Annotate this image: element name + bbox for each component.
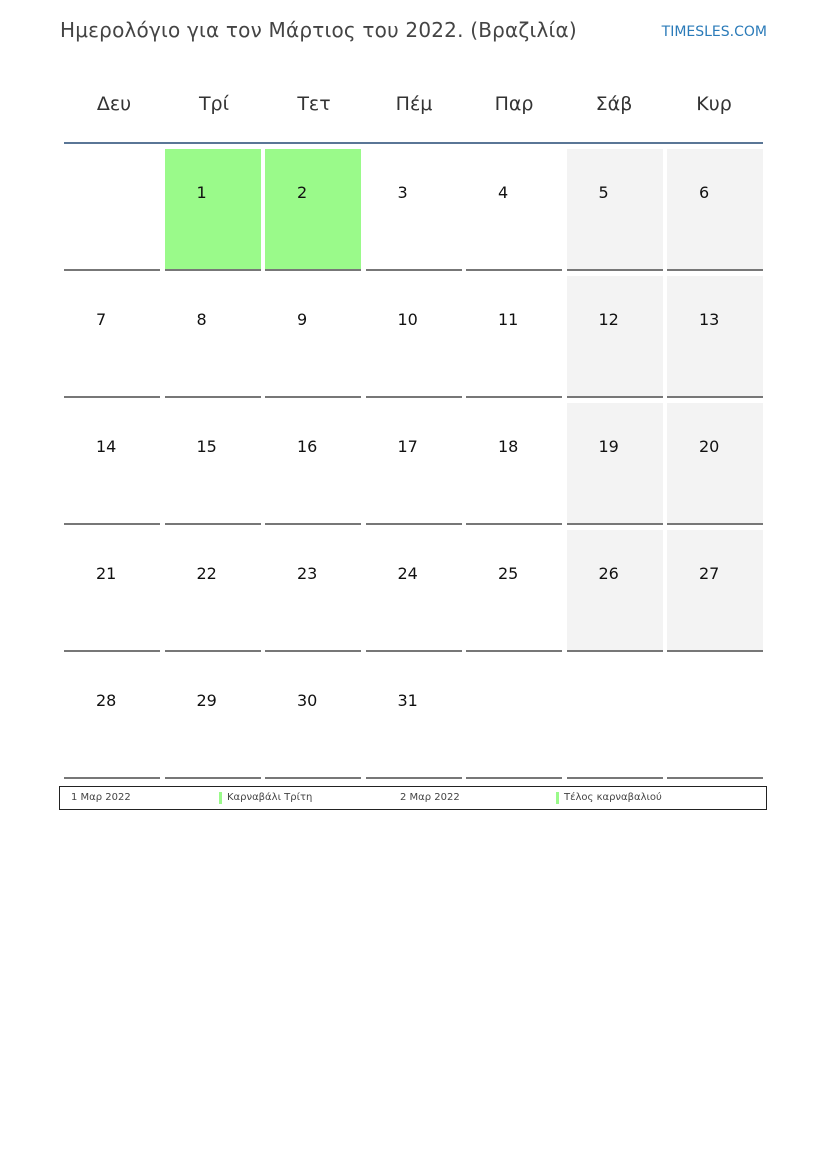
day-number: 24 — [397, 564, 418, 583]
calendar-day-cell — [567, 149, 663, 271]
legend-color-marker — [219, 792, 222, 804]
day-number: 13 — [699, 310, 720, 329]
calendar-day-cell — [165, 657, 261, 779]
legend-holiday-name: Καρναβάλι Τρίτη — [227, 792, 313, 803]
weekday-label: Τετ — [297, 93, 331, 115]
calendar-day-cell — [667, 276, 763, 398]
calendar-day-cell — [64, 276, 160, 398]
day-number: 8 — [196, 310, 207, 329]
weekday-label: Παρ — [494, 93, 534, 115]
legend-color-marker — [556, 792, 559, 804]
weekday-label: Κυρ — [696, 93, 732, 115]
day-number: 6 — [699, 183, 710, 202]
calendar-day-cell — [466, 530, 562, 652]
calendar-day-cell — [265, 276, 361, 398]
calendar-day-cell — [366, 149, 462, 271]
weekday-label: Πέμ — [395, 93, 433, 115]
calendar-day-cell — [165, 403, 261, 525]
day-number: 3 — [397, 183, 408, 202]
day-number: 12 — [598, 310, 619, 329]
weekday-header — [64, 80, 764, 128]
calendar-grid — [64, 149, 763, 779]
day-number: 17 — [397, 437, 418, 456]
day-number: 27 — [699, 564, 720, 583]
day-number: 5 — [598, 183, 609, 202]
day-number: 7 — [96, 310, 107, 329]
calendar-day-cell — [366, 276, 462, 398]
legend-date: 2 Μαρ 2022 — [400, 792, 460, 803]
calendar-day-cell — [466, 657, 562, 779]
calendar-day-cell — [64, 403, 160, 525]
calendar-day-cell — [165, 276, 261, 398]
calendar-day-cell — [667, 657, 763, 779]
weekday-label: Σάβ — [595, 93, 633, 115]
calendar-day-cell — [64, 530, 160, 652]
header-divider — [64, 142, 763, 144]
calendar-day-cell — [366, 403, 462, 525]
calendar-day-cell — [567, 530, 663, 652]
day-number: 30 — [297, 691, 318, 710]
day-number: 23 — [297, 564, 318, 583]
calendar-day-cell — [165, 530, 261, 652]
calendar-day-cell — [667, 530, 763, 652]
day-number: 2 — [297, 183, 308, 202]
day-number: 22 — [196, 564, 217, 583]
day-number: 31 — [397, 691, 418, 710]
calendar-day-cell — [567, 657, 663, 779]
legend-holiday-name: Τέλος καρναβαλιού — [564, 792, 662, 803]
calendar-day-cell — [466, 276, 562, 398]
day-number: 1 — [196, 183, 207, 202]
day-number: 28 — [96, 691, 117, 710]
day-number: 21 — [96, 564, 117, 583]
calendar-day-cell — [466, 403, 562, 525]
calendar-day-cell — [265, 149, 361, 271]
day-number: 20 — [699, 437, 720, 456]
calendar-day-cell — [366, 657, 462, 779]
day-number: 25 — [498, 564, 519, 583]
weekday-label: Τρί — [198, 93, 230, 115]
site-link[interactable]: TIMESLES.COM — [661, 24, 767, 40]
calendar-day-cell — [667, 403, 763, 525]
holiday-legend — [59, 786, 767, 810]
calendar-day-cell — [265, 403, 361, 525]
day-number: 26 — [598, 564, 619, 583]
calendar-day-cell — [567, 276, 663, 398]
calendar-day-cell — [64, 657, 160, 779]
day-number: 15 — [196, 437, 217, 456]
day-number: 14 — [96, 437, 117, 456]
day-number: 9 — [297, 310, 308, 329]
page-title: Ημερολόγιο για τον Μάρτιος του 2022. (Βραζιλία) — [60, 18, 577, 42]
calendar-day-cell — [64, 149, 160, 271]
day-number: 4 — [498, 183, 509, 202]
calendar-day-cell — [265, 657, 361, 779]
day-number: 11 — [498, 310, 519, 329]
weekday-label: Δευ — [96, 93, 132, 115]
day-number: 10 — [397, 310, 418, 329]
day-number: 29 — [196, 691, 217, 710]
calendar-day-cell — [667, 149, 763, 271]
calendar-day-cell — [165, 149, 261, 271]
calendar-day-cell — [366, 530, 462, 652]
calendar-day-cell — [265, 530, 361, 652]
day-number: 19 — [598, 437, 619, 456]
calendar-day-cell — [567, 403, 663, 525]
legend-date: 1 Μαρ 2022 — [71, 792, 131, 803]
calendar-day-cell — [466, 149, 562, 271]
day-number: 18 — [498, 437, 519, 456]
day-number: 16 — [297, 437, 318, 456]
